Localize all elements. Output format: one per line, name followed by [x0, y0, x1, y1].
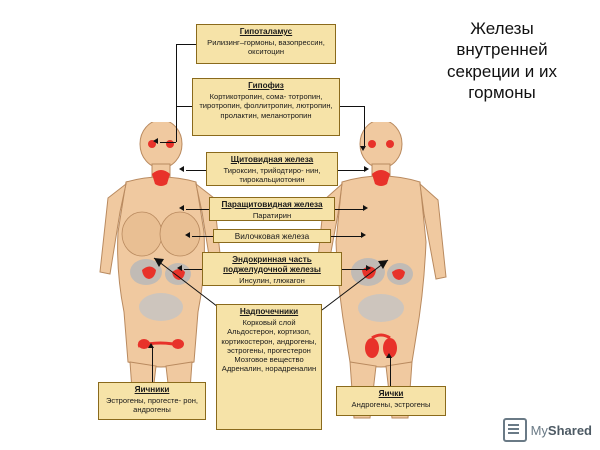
watermark-text [531, 423, 592, 438]
box-parathyroid-header: Паращитовидная железа [221, 200, 323, 209]
arrow-ovaries [148, 343, 154, 348]
connector-testes [390, 358, 391, 386]
box-thymus-header: Вилочковая железа [234, 232, 310, 241]
connector-hypothalamus-left-arm [160, 142, 176, 143]
connector-thyroid-right [338, 170, 364, 171]
box-testes-header: Яички [378, 389, 404, 398]
arrow-parathyroid-left [179, 205, 184, 211]
connector-thyroid-left [186, 170, 206, 171]
arrow-thyroid-right [364, 166, 369, 172]
box-thyroid-body: Тироксин, трийодтиро- нин, тирокальциотонин [223, 166, 321, 185]
arrow-thymus-left [185, 232, 190, 238]
title-line-2: внутренней [456, 40, 548, 60]
box-parathyroid[interactable] [209, 197, 335, 221]
watermark-text-plain: My [530, 422, 548, 438]
arrow-thyroid-left [179, 166, 184, 172]
box-pancreas-header: Эндокринная часть поджелудочной железы [223, 255, 321, 274]
myshared-logo-icon [503, 418, 527, 442]
connector-hypophysis-left [176, 106, 192, 107]
box-ovaries-header: Яичники [134, 385, 170, 394]
box-thymus[interactable] [213, 229, 331, 243]
box-adrenal[interactable] [216, 304, 322, 430]
box-adrenal-body: Корковый слой Альдостерон, кортизол, кортикостерон, андрогены, эстрогены, прогестерон Мозговое вещество Адреналин, норадреналин [221, 318, 317, 374]
arrow-testes [386, 353, 392, 358]
box-parathyroid-body: Паратирин [252, 211, 292, 220]
connector-thymus-right [331, 236, 361, 237]
box-hypothalamus[interactable] [196, 24, 336, 64]
box-thyroid-header: Щитовидная железа [230, 155, 314, 164]
box-hypophysis[interactable] [192, 78, 340, 136]
box-ovaries[interactable] [98, 382, 206, 420]
title-line-3: секреции и их [447, 61, 557, 81]
connector-parathyroid-left [186, 209, 209, 210]
connector-parathyroid-right [335, 209, 363, 210]
box-thyroid[interactable] [206, 152, 338, 186]
connector-thymus-left [192, 236, 213, 237]
box-ovaries-body: Эстрогены, прогесте- рон, андрогены [105, 396, 199, 415]
arrow-hypophysis-right [360, 146, 366, 151]
box-hypophysis-header: Гипофиз [248, 81, 284, 90]
connector-hypothalamus-left [176, 44, 196, 45]
box-hypothalamus-header: Гипоталамус [239, 27, 293, 36]
arrow-parathyroid-right [363, 205, 368, 211]
title-line-1: Железы [470, 19, 534, 38]
box-testes[interactable] [336, 386, 446, 416]
box-pancreas-body: Инсулин, глюкагон [239, 276, 305, 285]
arrow-hypothalamus-left [153, 138, 158, 144]
watermark [503, 418, 592, 442]
connector-hypophysis-right-down [364, 106, 365, 148]
box-testes-body: Андрогены, эстрогены [351, 400, 431, 409]
box-hypothalamus-body: Рилизинг–гормоны, вазопрессин, окситоцин [207, 38, 325, 57]
page-title [412, 18, 592, 103]
title-line-4: гормоны [468, 82, 536, 102]
connector-ovaries [152, 348, 153, 382]
connector-hypothalamus-left-down [176, 44, 177, 142]
box-adrenal-header: Надпочечники [239, 307, 299, 316]
watermark-text-bold: Shared [547, 422, 592, 438]
arrow-thymus-right [361, 232, 366, 238]
connector-hypophysis-right [340, 106, 364, 107]
box-hypophysis-body: Кортикотропин, сома- тотропин, тиротропин, фоллитропин, лютропин, пролактин, меланотропин [199, 92, 333, 120]
box-pancreas[interactable] [202, 252, 342, 286]
